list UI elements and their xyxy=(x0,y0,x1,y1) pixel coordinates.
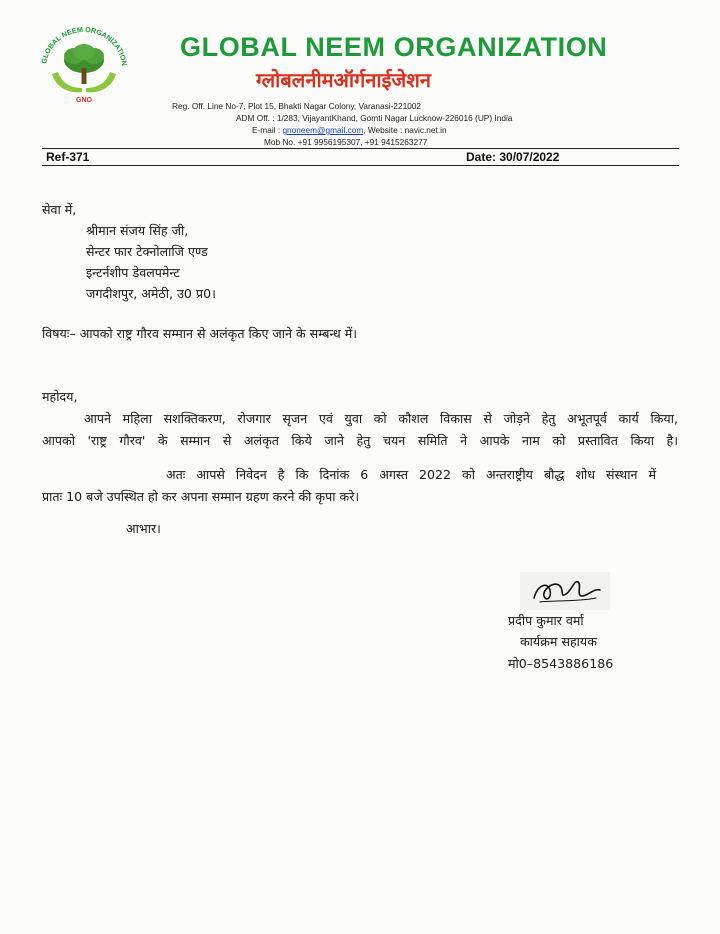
letter-date: Date: 30/07/2022 xyxy=(466,150,560,164)
neem-tree-hands-icon xyxy=(36,22,132,106)
logo-initials: GNO xyxy=(76,97,92,104)
body-para1-line1: आपने महिला सशक्तिकरण, रोजगार सृजन एवं युवा को कौशल विकास से जोड़ने हेतु अभूतपूर्व कार्य किया, xyxy=(84,411,678,426)
header-divider-lower xyxy=(42,165,679,166)
org-name-hindi: ग्लोबलनीमऑर्गनाईजेशन xyxy=(256,68,431,92)
recipient-name: श्रीमान संजय सिंह जी, xyxy=(86,223,189,238)
thanks-note: आभार। xyxy=(126,521,161,536)
gno-logo xyxy=(36,22,132,106)
reference-number: Ref-371 xyxy=(46,150,90,164)
greeting: महोदय, xyxy=(42,389,78,404)
salutation-prefix: सेवा में, xyxy=(42,202,77,217)
header-divider xyxy=(42,148,679,149)
signatory-mobile: मो0–8543886186 xyxy=(508,656,614,671)
org-name-english: GLOBAL NEEM ORGANIZATION xyxy=(180,32,608,62)
recipient-address: जगदीशपुर, अमेठी, उ0 प्र0। xyxy=(86,286,216,301)
body-para1-line2: आपको 'राष्ट्र गौरव' के सम्मान से अलंकृत किये जाने हेतु चयन समिति ने आपके नाम को प्रस्तावित किया है। xyxy=(42,433,678,448)
signatory-designation: कार्यक्रम सहायक xyxy=(520,634,597,649)
signatory-name: प्रदीप कुमार वर्मा xyxy=(508,613,584,628)
adm-office-address: ADM Off. : 1/283, VijayantKhand, Gomti Nagar Lucknow-226016 (UP) India xyxy=(236,113,513,123)
recipient-org-line1: सेन्टर फार टेक्नोलाजि एण्ड xyxy=(86,244,208,259)
logo-arc-text: GLOBAL NEEM ORGANIZATION xyxy=(39,24,129,67)
signature xyxy=(520,572,610,610)
email-label: E-mail : xyxy=(252,125,281,135)
email-link[interactable]: gnoneem@gmail.com xyxy=(282,125,364,135)
contact-mobile-line: Mob No. +91 9956195307, +91 9415263277 xyxy=(264,137,428,147)
body-para2-line2: प्रातः 10 बजे उपस्थित हो कर अपना सम्मान ग्रहण करने की कृपा करे। xyxy=(42,489,360,504)
website-text: , Website : navic.net.in xyxy=(363,125,447,135)
reg-office-address: Reg. Off. Line No-7, Plot 15, Bhakti Nagar Colony, Varanasi-221002 xyxy=(172,101,422,111)
letter-subject: विषयः– आपको राष्ट्र गौरव सम्मान से अलंकृत किए जाने के सम्बन्ध में। xyxy=(42,326,358,341)
recipient-org-line2: इन्टर्नशीप डेवलपमेन्ट xyxy=(86,265,180,280)
contact-email-line xyxy=(252,125,447,135)
body-para2-line1: अतः आपसे निवेदन है कि दिनांक 6 अगस्त 2022 को अन्तराष्ट्रीय बौद्ध शोध संस्थान में xyxy=(166,467,656,482)
handwritten-signature-icon xyxy=(520,572,610,610)
